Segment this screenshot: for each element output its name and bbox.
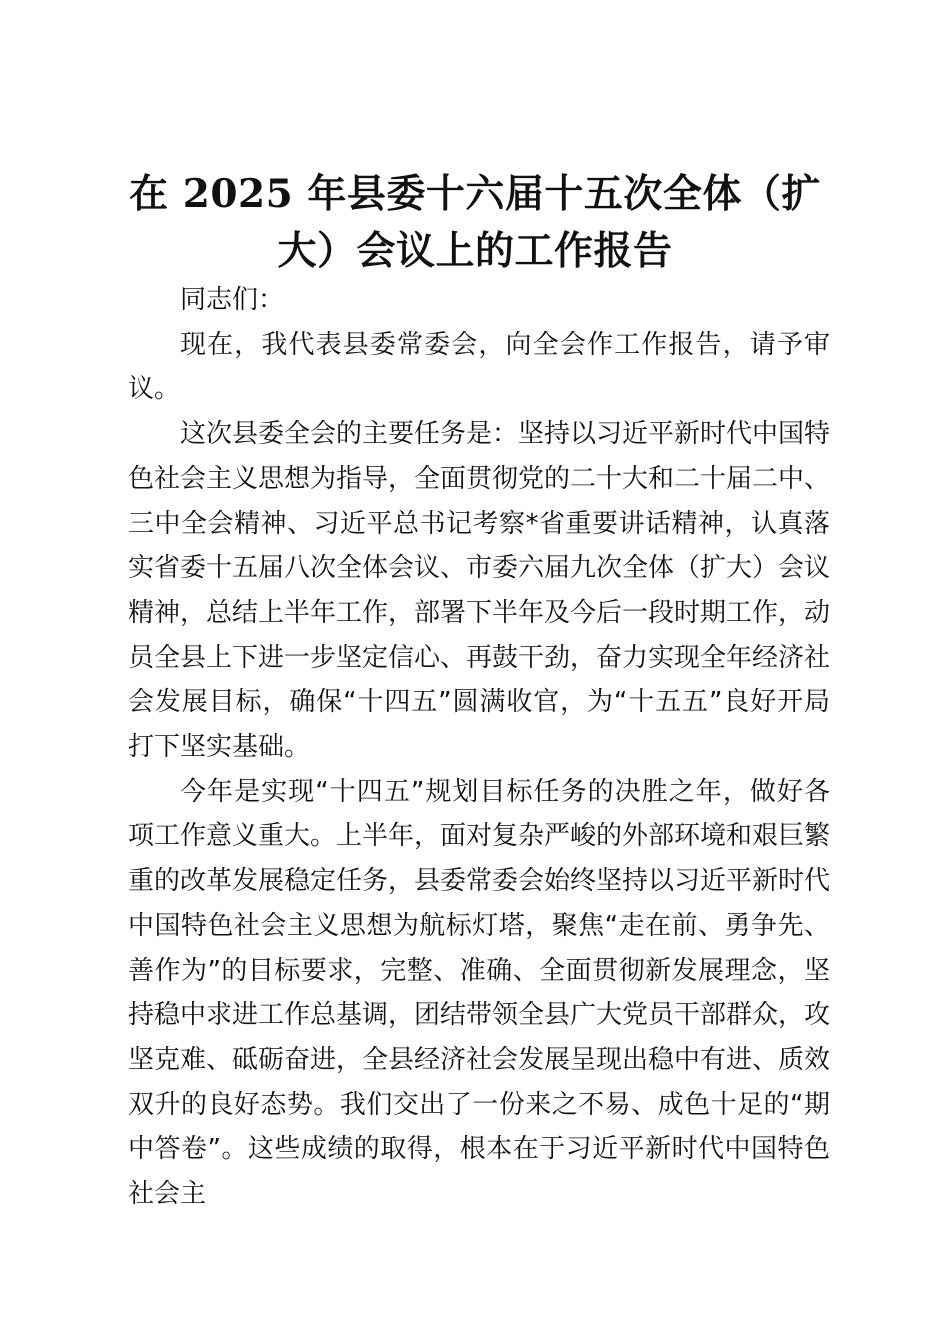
body-paragraph-3: 今年是实现“十四五”规划目标任务的决胜之年，做好各项工作意义重大。上半年，面对复杂严峻的外部环境和艰巨繁重的改革发展稳定任务，县委常委会始终坚持以习近平新时代中国特色社会主义思想为航标灯塔，聚焦“走在前、勇争先、善作为”的目标要求，完整、准确、全面贯彻新发展理念，坚持稳中求进工作总基调，团结带领全县广大党员干部群众，攻坚克难、砥砺奋进，全县经济社会发展呈现出稳中有进、质效双升的良好态势。我们交出了一份来之不易、成色十足的“期中答卷”。这些成绩的取得，根本在于习近平新时代中国特色社会主 — [128, 776, 831, 1210]
body-paragraph-2: 这次县委全会的主要任务是：坚持以习近平新时代中国特色社会主义思想为指导，全面贯彻党的二十大和二十届二中、三中全会精神、习近平总书记考察*省重要讲话精神，认真落实省委十五届八次全体会议、市委六届九次全体（扩大）会议精神，总结上半年工作，部署下半年及今后一段时期工作，动员全县上下进一步坚定信心、再鼓干劲，奋力实现全年经济社会发展目标，确保“十四五”圆满收官，为“十五五”良好开局打下坚实基础。 — [128, 419, 831, 763]
salutation: 同志们： — [180, 285, 285, 315]
title-line-2: 大）会议上的工作报告 — [277, 228, 673, 274]
document-body — [128, 278, 830, 1217]
title-line-1: 在 2025 年县委十六届十五次全体（扩 — [129, 171, 821, 217]
body-paragraph-1: 现在，我代表县委常委会，向全会作工作报告，请予审议。 — [128, 329, 830, 405]
document-title — [100, 166, 850, 280]
